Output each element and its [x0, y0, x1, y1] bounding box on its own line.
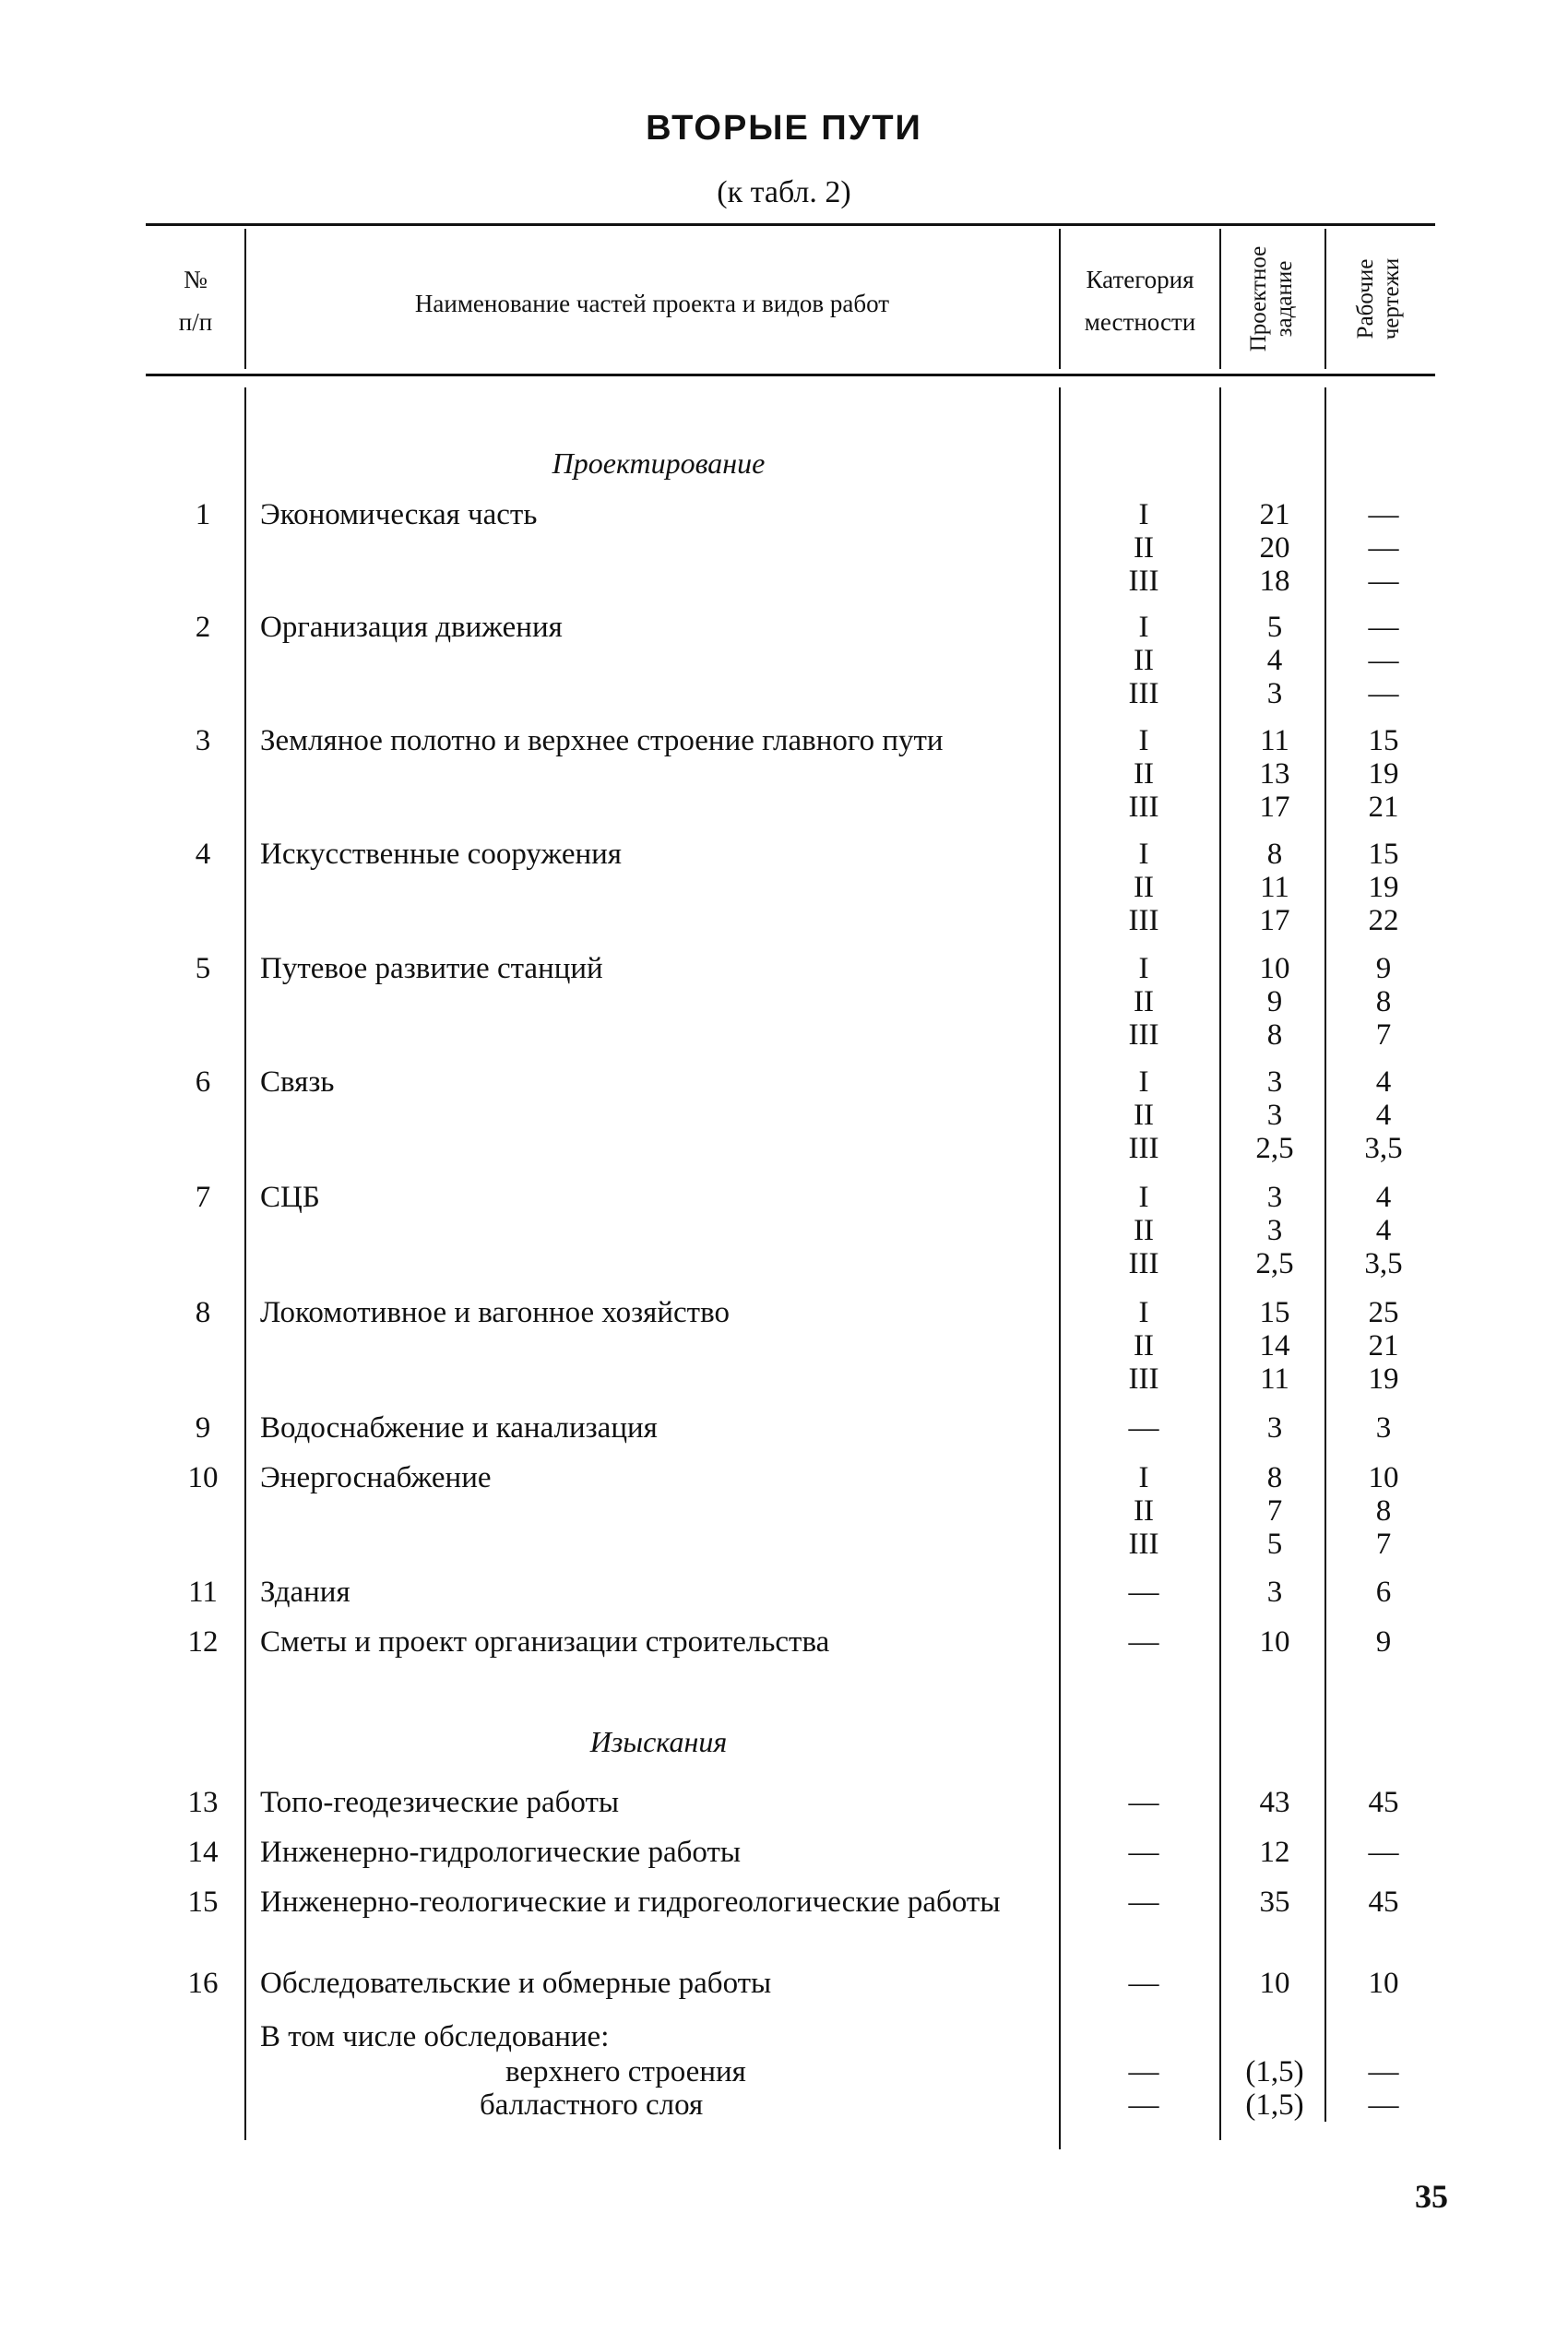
- row-working-drawings-value: —: [1368, 677, 1399, 710]
- section-survey: Изыскания: [589, 1725, 728, 1758]
- including-item-name: балластного слоя: [480, 2088, 704, 2122]
- row-project-task-value: 11: [1260, 871, 1289, 904]
- row-number: 14: [187, 1836, 219, 1869]
- row-project-task-value: 11: [1260, 724, 1289, 757]
- header-category-line1: Категория: [1086, 266, 1194, 293]
- row-working-drawings-value: 4: [1375, 1065, 1392, 1099]
- row-project-task-value: 3: [1266, 1411, 1283, 1445]
- row-project-task: [1229, 838, 1321, 937]
- page-title: ВТОРЫЕ ПУТИ: [646, 109, 922, 148]
- row-working-drawings-value: 19: [1368, 1362, 1399, 1396]
- row-project-task-value: 14: [1259, 1329, 1290, 1362]
- row-working-drawings-value: 21: [1368, 791, 1399, 824]
- header-project-task: [1246, 230, 1298, 368]
- row-category-value: —: [1128, 1576, 1159, 1609]
- row-category-value: III: [1128, 565, 1159, 598]
- row-number: 11: [188, 1576, 218, 1609]
- row-project-task: [1229, 1836, 1321, 1869]
- row-working-drawings: [1334, 1411, 1433, 1445]
- row-category-value: II: [1134, 871, 1154, 904]
- row-project-task-value: 5: [1266, 611, 1283, 644]
- row-number: 10: [187, 1461, 219, 1494]
- header-divider-2: [1059, 229, 1061, 369]
- row-number: 4: [195, 838, 211, 871]
- row-project-task-value: 12: [1259, 1836, 1290, 1869]
- row-category-value: I: [1138, 611, 1149, 644]
- row-name: Инженерно-гидрологические работы: [260, 1836, 742, 1869]
- row-project-task: [1229, 1411, 1321, 1445]
- row-category: [1070, 1576, 1218, 1609]
- row-working-drawings-value: 15: [1368, 724, 1399, 757]
- header-category: [1063, 258, 1218, 343]
- row-project-task: [1229, 952, 1321, 1052]
- row-category-value: —: [1128, 1625, 1159, 1659]
- body-divider-3: [1219, 387, 1221, 2140]
- row-project-task-value: 3: [1266, 1065, 1283, 1099]
- header-working-line2: чертежи: [1379, 257, 1404, 340]
- row-number: 3: [195, 724, 211, 757]
- row-category: [1070, 1461, 1218, 1561]
- row-category: [1070, 724, 1218, 824]
- row-number: 15: [187, 1886, 219, 1919]
- row-category: [1070, 838, 1218, 937]
- row-name: Искусственные сооружения: [260, 838, 622, 871]
- row-number: 7: [195, 1181, 211, 1214]
- row-category-value: I: [1138, 498, 1149, 531]
- row-name: Энергоснабжение: [260, 1461, 492, 1494]
- row-category-value: III: [1128, 791, 1159, 824]
- row-project-task-value: 43: [1259, 1786, 1290, 1819]
- row-project-task-value: 18: [1259, 565, 1290, 598]
- row-project-task: [1229, 1625, 1321, 1659]
- row-category: [1070, 611, 1218, 710]
- row-project-task-value: 17: [1259, 904, 1290, 937]
- row-working-drawings-value: 45: [1368, 1886, 1399, 1919]
- row-working-drawings-value: 7: [1375, 1528, 1392, 1561]
- header-num-line1: №: [184, 266, 208, 293]
- row-project-task-value: 3: [1266, 677, 1283, 710]
- row-category-value: II: [1134, 1494, 1154, 1528]
- row-category-value: III: [1128, 677, 1159, 710]
- row-project-task-value: 8: [1266, 1461, 1283, 1494]
- row-category: [1070, 1836, 1218, 1869]
- row-working-drawings-value: 22: [1368, 904, 1399, 937]
- body-divider-4: [1324, 387, 1326, 2122]
- including-item-project-task: (1,5): [1245, 2055, 1304, 2088]
- row-project-task: [1229, 498, 1321, 598]
- row-project-task: [1229, 1886, 1321, 1919]
- row-category: [1070, 1625, 1218, 1659]
- row-project-task-value: 9: [1266, 985, 1283, 1018]
- row-category-value: II: [1134, 757, 1154, 791]
- row-category-value: I: [1138, 1296, 1149, 1329]
- row-category-value: II: [1134, 644, 1154, 677]
- row-category: [1070, 1065, 1218, 1165]
- row-working-drawings-value: 8: [1375, 985, 1392, 1018]
- row-category: [1070, 1786, 1218, 1819]
- row-category-value: I: [1138, 1181, 1149, 1214]
- row-category-value: —: [1128, 1836, 1159, 1869]
- row-project-task: [1229, 611, 1321, 710]
- row-name: Топо-геодезические работы: [260, 1786, 620, 1819]
- row-name: Связь: [260, 1065, 335, 1099]
- row-category-value: II: [1134, 1099, 1154, 1132]
- row-project-task: [1229, 1461, 1321, 1561]
- header-working-line1: Рабочие: [1353, 258, 1378, 339]
- row-working-drawings: [1334, 1576, 1433, 1609]
- row-working-drawings-value: —: [1368, 531, 1399, 565]
- page-number: 35: [1415, 2178, 1448, 2215]
- including-item-working-drawings: —: [1368, 2088, 1399, 2122]
- row-project-task-value: 17: [1259, 791, 1290, 824]
- row-working-drawings-value: 10: [1368, 1967, 1399, 2000]
- row-number: 9: [195, 1411, 211, 1445]
- row-working-drawings: [1334, 1461, 1433, 1561]
- row-project-task: [1229, 1967, 1321, 2000]
- row-working-drawings-value: 3,5: [1364, 1132, 1403, 1165]
- header-num: [159, 258, 232, 343]
- header-category-line2: местности: [1084, 308, 1196, 336]
- row-working-drawings: [1334, 1625, 1433, 1659]
- row-working-drawings-value: 8: [1375, 1494, 1392, 1528]
- row-category-value: III: [1128, 1247, 1159, 1280]
- row-name: Организация движения: [260, 611, 563, 644]
- row-working-drawings: [1334, 611, 1433, 710]
- row-category-value: II: [1134, 531, 1154, 565]
- row-project-task-value: 10: [1259, 952, 1290, 985]
- row-working-drawings-value: 7: [1375, 1018, 1392, 1052]
- row-project-task: [1229, 1786, 1321, 1819]
- header-divider-4: [1324, 229, 1326, 369]
- row-working-drawings-value: —: [1368, 565, 1399, 598]
- including-item-name: верхнего строения: [505, 2055, 746, 2088]
- row-working-drawings: [1334, 1967, 1433, 2000]
- row-category-value: II: [1134, 1329, 1154, 1362]
- header-working-drawings: [1353, 230, 1405, 368]
- row-working-drawings-value: —: [1368, 498, 1399, 531]
- including-item-working-drawings: —: [1368, 2055, 1399, 2088]
- row-category: [1070, 1967, 1218, 2000]
- row-category-value: —: [1128, 1786, 1159, 1819]
- row-category-value: I: [1138, 1065, 1149, 1099]
- row-working-drawings: [1334, 724, 1433, 824]
- row-project-task-value: 15: [1259, 1296, 1290, 1329]
- page-subtitle: (к табл. 2): [717, 175, 851, 209]
- row-project-task-value: 3: [1266, 1214, 1283, 1247]
- row-name: Экономическая часть: [260, 498, 538, 531]
- row-working-drawings-value: 15: [1368, 838, 1399, 871]
- row-project-task-value: 7: [1266, 1494, 1283, 1528]
- row-working-drawings-value: 3,5: [1364, 1247, 1403, 1280]
- row-working-drawings-value: 25: [1368, 1296, 1399, 1329]
- row-category-value: III: [1128, 1132, 1159, 1165]
- row-category-value: —: [1128, 1967, 1159, 2000]
- row-category-value: I: [1138, 952, 1149, 985]
- row-project-task-value: 3: [1266, 1181, 1283, 1214]
- header-num-line2: п/п: [178, 308, 213, 336]
- table-top-rule: [146, 223, 1435, 226]
- row-project-task: [1229, 1576, 1321, 1609]
- row-project-task-value: 3: [1266, 1099, 1283, 1132]
- row-working-drawings: [1334, 1065, 1433, 1165]
- header-project-line1: Проектное: [1246, 245, 1271, 352]
- row-category: [1070, 1181, 1218, 1280]
- including-label: В том числе обследование:: [260, 2020, 610, 2053]
- row-category-value: III: [1128, 1362, 1159, 1396]
- row-category: [1070, 498, 1218, 598]
- row-working-drawings-value: 4: [1375, 1099, 1392, 1132]
- row-project-task-value: 11: [1260, 1362, 1289, 1396]
- row-number: 13: [187, 1786, 219, 1819]
- row-working-drawings-value: 4: [1375, 1214, 1392, 1247]
- row-name: Обследовательские и обмерные работы: [260, 1967, 772, 2000]
- section-design: Проектирование: [552, 446, 766, 480]
- row-project-task: [1229, 1065, 1321, 1165]
- row-name: Локомотивное и вагонное хозяйство: [260, 1296, 730, 1329]
- row-number: 6: [195, 1065, 211, 1099]
- row-project-task-value: 2,5: [1255, 1132, 1294, 1165]
- row-working-drawings-value: —: [1368, 644, 1399, 677]
- row-working-drawings-value: —: [1368, 611, 1399, 644]
- row-category: [1070, 1886, 1218, 1919]
- row-number: 12: [187, 1625, 219, 1659]
- row-working-drawings-value: 45: [1368, 1786, 1399, 1819]
- row-category-value: I: [1138, 838, 1149, 871]
- row-project-task-value: 5: [1266, 1528, 1283, 1561]
- row-category-value: III: [1128, 904, 1159, 937]
- including-item-category: —: [1128, 2088, 1159, 2122]
- row-project-task: [1229, 1296, 1321, 1396]
- row-project-task-value: 13: [1259, 757, 1290, 791]
- row-working-drawings: [1334, 1836, 1433, 1869]
- row-category-value: —: [1128, 1886, 1159, 1919]
- header-divider-1: [244, 229, 246, 369]
- header-divider-3: [1219, 229, 1221, 369]
- body-divider-2: [1059, 387, 1061, 2149]
- row-working-drawings: [1334, 838, 1433, 937]
- row-working-drawings-value: 9: [1375, 952, 1392, 985]
- row-name: Земляное полотно и верхнее строение главного пути: [260, 724, 944, 757]
- row-project-task: [1229, 724, 1321, 824]
- row-project-task-value: 20: [1259, 531, 1290, 565]
- row-working-drawings-value: —: [1368, 1836, 1399, 1869]
- row-category-value: I: [1138, 1461, 1149, 1494]
- row-working-drawings-value: 6: [1375, 1576, 1392, 1609]
- row-project-task-value: 35: [1259, 1886, 1290, 1919]
- row-project-task-value: 10: [1259, 1967, 1290, 2000]
- header-bottom-rule: [146, 374, 1435, 376]
- row-project-task: [1229, 1181, 1321, 1280]
- row-category: [1070, 1411, 1218, 1445]
- row-project-task-value: 4: [1266, 644, 1283, 677]
- including-item-project-task: (1,5): [1245, 2088, 1304, 2122]
- row-number: 1: [195, 498, 211, 531]
- row-category-value: II: [1134, 985, 1154, 1018]
- row-name: Здания: [260, 1576, 350, 1609]
- row-number: 5: [195, 952, 211, 985]
- row-working-drawings-value: 3: [1375, 1411, 1392, 1445]
- row-working-drawings: [1334, 498, 1433, 598]
- row-working-drawings: [1334, 1181, 1433, 1280]
- including-item-category: —: [1128, 2055, 1159, 2088]
- row-category-value: II: [1134, 1214, 1154, 1247]
- row-working-drawings: [1334, 952, 1433, 1052]
- row-working-drawings-value: 4: [1375, 1181, 1392, 1214]
- body-divider-1: [244, 387, 246, 2140]
- row-category: [1070, 952, 1218, 1052]
- row-name: Водоснабжение и канализация: [260, 1411, 658, 1445]
- row-working-drawings: [1334, 1886, 1433, 1919]
- row-name: Инженерно-геологические и гидрогеологические работы: [260, 1886, 1001, 1919]
- row-working-drawings: [1334, 1786, 1433, 1819]
- row-project-task-value: 21: [1259, 498, 1290, 531]
- row-working-drawings-value: 21: [1368, 1329, 1399, 1362]
- row-number: 2: [195, 611, 211, 644]
- row-category: [1070, 1296, 1218, 1396]
- row-number: 8: [195, 1296, 211, 1329]
- row-working-drawings-value: 10: [1368, 1461, 1399, 1494]
- row-category-value: III: [1128, 1018, 1159, 1052]
- row-project-task-value: 3: [1266, 1576, 1283, 1609]
- header-name: Наименование частей проекта и видов работ: [414, 290, 890, 317]
- row-number: 16: [187, 1967, 219, 2000]
- header-project-line2: задание: [1272, 260, 1297, 338]
- row-project-task-value: 2,5: [1255, 1247, 1294, 1280]
- row-working-drawings: [1334, 1296, 1433, 1396]
- row-working-drawings-value: 19: [1368, 871, 1399, 904]
- row-project-task-value: 8: [1266, 1018, 1283, 1052]
- row-name: СЦБ: [260, 1181, 320, 1214]
- row-category-value: —: [1128, 1411, 1159, 1445]
- row-category-value: III: [1128, 1528, 1159, 1561]
- row-name: Путевое развитие станций: [260, 952, 603, 985]
- row-project-task-value: 10: [1259, 1625, 1290, 1659]
- row-working-drawings-value: 19: [1368, 757, 1399, 791]
- row-working-drawings-value: 9: [1375, 1625, 1392, 1659]
- row-category-value: I: [1138, 724, 1149, 757]
- row-name: Сметы и проект организации строительства: [260, 1625, 830, 1659]
- row-project-task-value: 8: [1266, 838, 1283, 871]
